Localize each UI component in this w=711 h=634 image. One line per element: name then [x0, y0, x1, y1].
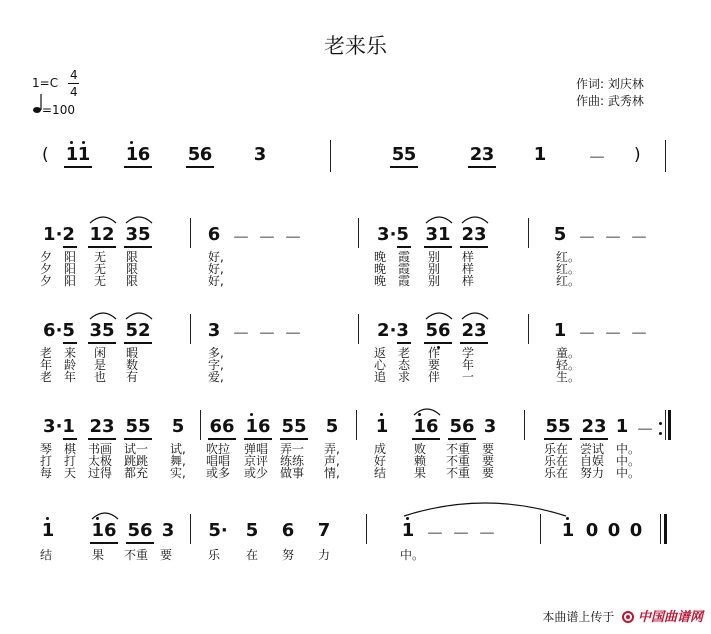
lyric: 追	[374, 370, 387, 384]
barline	[330, 140, 331, 172]
high-dot	[46, 517, 49, 520]
note: 6·5	[43, 320, 75, 341]
lyric: 晚	[374, 262, 387, 276]
note: 0	[629, 520, 643, 541]
lyricist: 作词: 刘庆林	[576, 77, 644, 91]
lyric: 实,	[170, 466, 186, 480]
lyric: 老	[40, 346, 53, 360]
tie	[400, 498, 570, 518]
barline	[356, 410, 357, 440]
dash: －	[478, 524, 496, 545]
site-logo-icon[interactable]	[622, 610, 634, 624]
lyric: 龄	[64, 358, 77, 372]
lyric: 样	[462, 262, 475, 276]
key-signature: 1=C	[32, 76, 59, 90]
note: 1	[401, 520, 415, 541]
lyric: 跳跳	[124, 454, 149, 468]
lyric: 不重	[446, 442, 471, 456]
note: 16	[413, 416, 439, 437]
underline	[397, 342, 411, 344]
time-signature-bottom: 4	[70, 85, 78, 99]
note: 6	[207, 224, 221, 245]
note: 2	[469, 144, 483, 165]
barline	[528, 218, 529, 248]
lyric: 有	[126, 370, 139, 384]
repeat-dot	[659, 432, 662, 435]
lyric: 老	[398, 346, 411, 360]
note: 3·1	[43, 416, 75, 437]
note: 1	[533, 144, 547, 165]
note: 31	[425, 224, 451, 245]
note: 3	[253, 144, 267, 165]
lyric: 吹拉	[206, 442, 231, 456]
note: 7	[317, 520, 331, 541]
underline	[412, 438, 440, 440]
underline	[397, 246, 411, 248]
barline	[358, 218, 359, 248]
lyric: 天	[64, 466, 77, 480]
underline	[88, 246, 116, 248]
lyric: 乐在	[544, 466, 569, 480]
lyric: 打	[40, 454, 53, 468]
lyric: 成	[374, 442, 387, 456]
lyric: 舞,	[170, 454, 186, 468]
lyric: 样	[462, 274, 475, 288]
lyric: 努	[282, 548, 295, 562]
dash: －	[604, 228, 622, 249]
dash: －	[630, 324, 648, 345]
note: 55	[125, 416, 151, 437]
barline	[190, 218, 191, 248]
lyric: 乐在	[544, 442, 569, 456]
lyric: 样	[462, 250, 475, 264]
lyric: 多,	[208, 346, 224, 360]
lyric: 或少	[244, 466, 269, 480]
underline	[544, 438, 572, 440]
barline	[540, 514, 541, 544]
note: 5	[391, 144, 405, 165]
note: 2·3	[377, 320, 409, 341]
lyric: 好,	[208, 250, 224, 264]
lyric: 红。	[556, 262, 581, 276]
lyric: 在	[246, 548, 259, 562]
lyric: 别	[428, 250, 441, 264]
composer: 作曲: 武秀林	[576, 94, 644, 108]
lyric: 好,	[208, 262, 224, 276]
note: 16	[91, 520, 117, 541]
lyric: 限	[126, 262, 139, 276]
note: 52	[125, 320, 151, 341]
underline	[390, 166, 418, 168]
lyric: 做事	[280, 466, 305, 480]
underline	[186, 166, 214, 168]
note: 5·	[208, 520, 228, 541]
barline	[200, 410, 201, 440]
time-signature-line	[68, 83, 79, 84]
lyric: 乐	[208, 548, 221, 562]
note: 23	[89, 416, 115, 437]
note: 23	[461, 320, 487, 341]
lyric: 结	[374, 466, 387, 480]
note: 6	[137, 144, 151, 165]
lyric: 努力	[580, 466, 605, 480]
lyric: 作	[428, 346, 441, 360]
lyric: 自娱	[580, 454, 605, 468]
barline	[665, 140, 666, 172]
barline	[524, 410, 525, 440]
note: 1·2	[43, 224, 75, 245]
note: 1	[125, 144, 139, 165]
note: 0	[585, 520, 599, 541]
lyric: 闲	[94, 346, 107, 360]
paren-open: (	[42, 145, 49, 165]
note: 23	[581, 416, 607, 437]
lyric: 尝试	[580, 442, 605, 456]
lyric: 限	[126, 250, 139, 264]
dash: －	[232, 324, 250, 345]
note: 1	[553, 320, 567, 341]
note: 3	[481, 144, 495, 165]
note: 5	[325, 416, 339, 437]
lyric: 别	[428, 262, 441, 276]
paren-close: )	[634, 145, 641, 165]
high-dot	[418, 413, 421, 416]
lyric: 是	[94, 358, 107, 372]
lyric: 棋	[64, 442, 77, 456]
lyric: 好	[374, 454, 387, 468]
lyric: 也	[94, 370, 107, 384]
underline	[63, 438, 77, 440]
note: 66	[209, 416, 235, 437]
high-dot	[406, 517, 409, 520]
underline	[90, 542, 118, 544]
lyric: 每	[40, 466, 53, 480]
underline	[63, 342, 77, 344]
barline	[528, 314, 529, 344]
lyric: 霞	[398, 250, 411, 264]
lyric: 夕	[40, 274, 53, 288]
note: 56	[449, 416, 475, 437]
lyric: 求	[398, 370, 411, 384]
lyric: 唱唱	[206, 454, 231, 468]
lyric: 霞	[398, 262, 411, 276]
lyric: 要	[482, 442, 495, 456]
dash: －	[630, 228, 648, 249]
note: 56	[425, 320, 451, 341]
dash: －	[258, 228, 276, 249]
high-dot	[82, 141, 85, 144]
lyric: 态	[398, 358, 411, 372]
lyric: 童。	[556, 346, 581, 360]
note: 35	[89, 320, 115, 341]
underline	[88, 438, 116, 440]
lyric: 不重	[446, 466, 471, 480]
dash: －	[258, 324, 276, 345]
lyric: 弹唱	[244, 442, 269, 456]
lyric: 数	[126, 358, 139, 372]
underline	[468, 166, 496, 168]
underline	[580, 438, 608, 440]
lyric: 夕	[40, 262, 53, 276]
underline	[64, 166, 92, 168]
underline	[460, 342, 488, 344]
lyric: 别	[428, 274, 441, 288]
lyric: 阳	[64, 250, 77, 264]
lyric: 赖	[414, 454, 427, 468]
dash: －	[578, 324, 596, 345]
lyric: 晚	[374, 250, 387, 264]
note: 3·5	[377, 224, 409, 245]
lyric: 试一	[124, 442, 149, 456]
lyric: 太极	[88, 454, 113, 468]
lyric: 要	[482, 454, 495, 468]
upload-note: 本曲谱上传于	[542, 610, 615, 624]
note: 3	[161, 520, 175, 541]
note: 5	[171, 416, 185, 437]
lyric: 心	[374, 358, 387, 372]
note: 16	[245, 416, 271, 437]
lyric: 老	[40, 370, 53, 384]
lyric: 情,	[324, 466, 340, 480]
note: 55	[281, 416, 307, 437]
underline	[124, 246, 152, 248]
note: 56	[127, 520, 153, 541]
note: 5	[553, 224, 567, 245]
note: 5	[187, 144, 201, 165]
underline	[63, 246, 77, 248]
lyric: 学	[462, 346, 475, 360]
lyric: 力	[318, 548, 331, 562]
dash: －	[452, 524, 470, 545]
note: 5	[403, 144, 417, 165]
lyric: 年	[64, 370, 77, 384]
high-dot	[96, 517, 99, 520]
repeat-dot	[659, 422, 662, 425]
dash: －	[232, 228, 250, 249]
lyric: 琴	[40, 442, 53, 456]
final-barline	[664, 514, 667, 544]
barline	[190, 314, 191, 344]
high-dot	[380, 413, 383, 416]
lyric: 都充	[124, 466, 149, 480]
note: 3	[483, 416, 497, 437]
lyric: 阳	[64, 262, 77, 276]
note: 1	[375, 416, 389, 437]
lyric: 中。	[400, 548, 425, 562]
note: 5	[245, 520, 259, 541]
lyric: 阳	[64, 274, 77, 288]
lyric: 中。	[616, 442, 641, 456]
barline	[665, 410, 666, 440]
lyric: 爱,	[208, 370, 224, 384]
lyric: 或多	[206, 466, 231, 480]
lyric: 过得	[88, 466, 113, 480]
note: 0	[607, 520, 621, 541]
underline	[424, 246, 452, 248]
lyric: 字,	[208, 358, 224, 372]
barline	[660, 514, 661, 544]
site-logo[interactable]: 中国曲谱网	[637, 610, 703, 625]
lyric: 试,	[170, 442, 186, 456]
lyric: 结	[40, 548, 53, 562]
high-dot	[566, 517, 569, 520]
note: 12	[89, 224, 115, 245]
barline	[366, 514, 367, 544]
underline	[424, 342, 452, 344]
underline	[460, 246, 488, 248]
lyric: 霞	[398, 274, 411, 288]
lyric: 弄一	[280, 442, 305, 456]
lyric: 败	[414, 442, 427, 456]
lyric: 要	[482, 466, 495, 480]
dash: －	[578, 228, 596, 249]
lyric: 弄,	[324, 442, 340, 456]
lyric: 年	[462, 358, 475, 372]
lyric: 轻。	[556, 358, 581, 372]
lyric: 不重	[446, 454, 471, 468]
lyric: 果	[414, 466, 427, 480]
underline	[280, 438, 308, 440]
time-signature-top: 4	[70, 68, 78, 82]
high-dot	[130, 141, 133, 144]
lyric: 晚	[374, 274, 387, 288]
dash: －	[636, 420, 654, 441]
lyric: 好,	[208, 274, 224, 288]
dash: －	[284, 228, 302, 249]
lyric: 伴	[428, 370, 441, 384]
song-title: 老来乐	[324, 34, 387, 58]
lyric: 无	[94, 274, 107, 288]
underline	[208, 438, 236, 440]
lyric: 来	[64, 346, 77, 360]
underline	[448, 438, 476, 440]
note: 3	[207, 320, 221, 341]
note: 1	[77, 144, 91, 165]
note: 1	[65, 144, 79, 165]
dash: －	[284, 324, 302, 345]
note: 1	[561, 520, 575, 541]
note: 1	[615, 416, 629, 437]
lyric: 夕	[40, 250, 53, 264]
lyric: 红。	[556, 250, 581, 264]
lyric: 京评	[244, 454, 269, 468]
underline	[124, 342, 152, 344]
note: 6	[281, 520, 295, 541]
repeat-barline	[668, 410, 671, 440]
dash: －	[588, 148, 606, 169]
underline	[124, 166, 152, 168]
lyric: 一	[462, 370, 475, 384]
lyric: 年	[40, 358, 53, 372]
lyric: 中。	[616, 454, 641, 468]
lyric: 不重	[124, 548, 149, 562]
lyric: 中。	[616, 466, 641, 480]
underline	[124, 438, 152, 440]
footer	[542, 606, 703, 625]
lyric: 要	[428, 358, 441, 372]
lyric: 要	[160, 548, 173, 562]
lyric: 生。	[556, 370, 581, 384]
barline	[190, 514, 191, 544]
note: 6	[199, 144, 213, 165]
note: 35	[125, 224, 151, 245]
underline	[244, 438, 272, 440]
note: 1	[41, 520, 55, 541]
note: 55	[545, 416, 571, 437]
lyric: 暇	[126, 346, 139, 360]
lyric: 练练	[280, 454, 305, 468]
tempo: =100	[42, 103, 75, 117]
lyric: 果	[92, 548, 105, 562]
underline	[126, 542, 154, 544]
lyric: 无	[94, 262, 107, 276]
lyric: 打	[64, 454, 77, 468]
lyric: 限	[126, 274, 139, 288]
high-dot	[250, 413, 253, 416]
underline	[88, 342, 116, 344]
dash: －	[426, 524, 444, 545]
lyric: 声,	[324, 454, 340, 468]
high-dot	[70, 141, 73, 144]
barline	[358, 314, 359, 344]
note: 23	[461, 224, 487, 245]
lyric: 红。	[556, 274, 581, 288]
lyric: 书画	[88, 442, 113, 456]
lyric: 返	[374, 346, 387, 360]
dash: －	[604, 324, 622, 345]
lyric: 乐在	[544, 454, 569, 468]
lyric: 无	[94, 250, 107, 264]
